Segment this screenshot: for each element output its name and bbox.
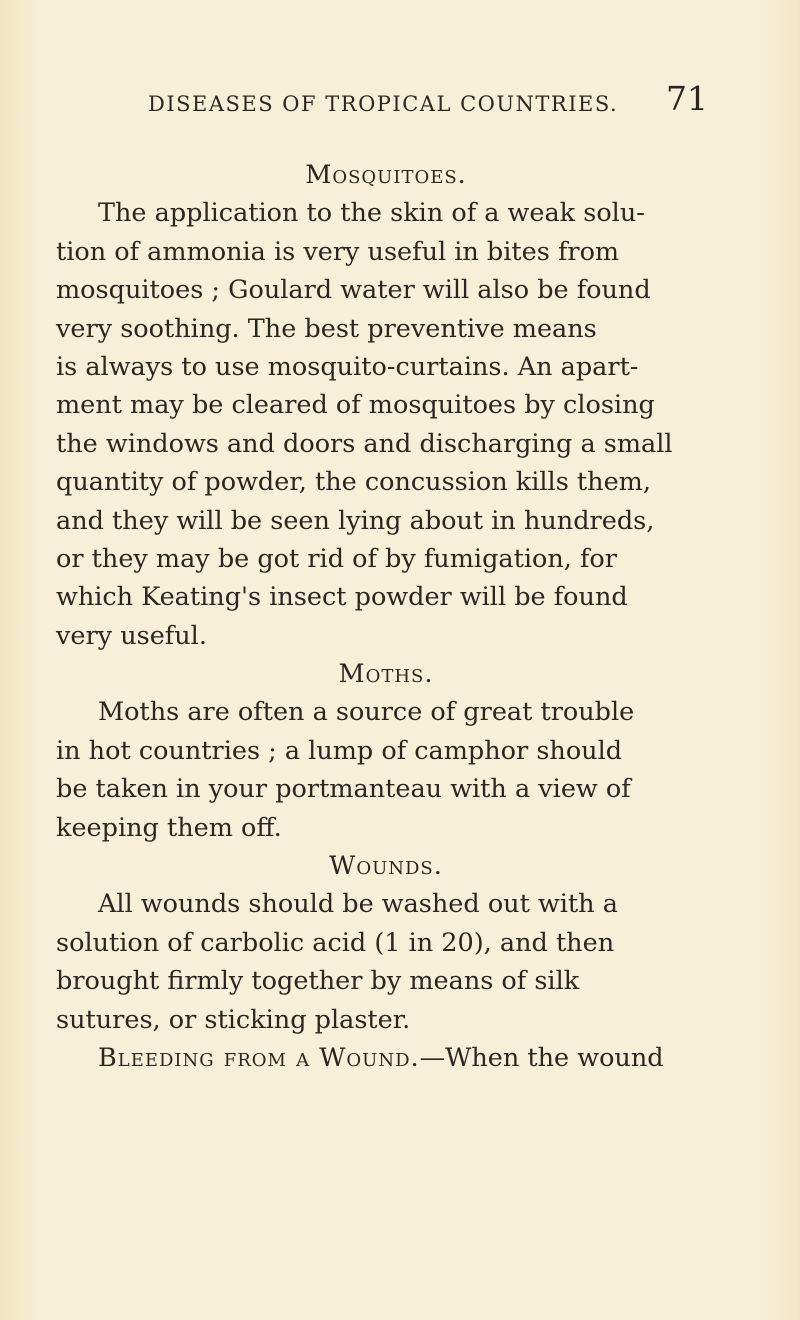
text-line: keeping them off.	[56, 812, 282, 843]
text-line: which Keating's insect powder will be found	[56, 582, 628, 613]
text-line: and they will be seen lying about in hundreds,	[56, 505, 655, 536]
section-heading-mosquitoes: Mosquitoes.	[305, 160, 467, 190]
run-in-heading-bleeding: Bleeding from a Wound.	[98, 1042, 420, 1073]
text-line: All wounds should be washed out with a	[98, 889, 618, 920]
text-line: The application to the skin of a weak solu-	[98, 198, 645, 229]
section-heading-moths: Moths.	[338, 659, 434, 690]
bleeding-paragraph-start	[56, 1039, 716, 1077]
text-line: is always to use mosquito-curtains. An apart-	[56, 351, 639, 382]
text-line: solution of carbolic acid (1 in 20), and then	[56, 927, 615, 958]
text-line: be taken in your portmanteau with a view of	[56, 774, 631, 805]
text-line: tion of ammonia is very useful in bites from	[56, 236, 620, 267]
running-head: DISEASES OF TROPICAL COUNTRIES.	[148, 92, 619, 116]
page-number: 71	[666, 79, 708, 118]
text-line: mosquitoes ; Goulard water will also be found	[56, 275, 651, 306]
body-text	[56, 156, 716, 1077]
text-line: quantity of powder, the concussion kills them,	[56, 467, 651, 498]
text-line: or they may be got rid of by fumigation, for	[56, 543, 617, 574]
page-header	[148, 79, 708, 132]
text-line: brought firmly together by means of silk	[56, 966, 580, 997]
text-line: very soothing. The best preventive means	[56, 313, 597, 344]
text-line: the windows and doors and discharging a small	[56, 428, 673, 459]
text-line: very useful.	[56, 620, 207, 651]
text-line: sutures, or sticking plaster.	[56, 1004, 411, 1035]
text-line: ment may be cleared of mosquitoes by closing	[56, 390, 655, 421]
section-heading-wounds: Wounds.	[329, 851, 443, 882]
text-line: Moths are often a source of great trouble	[98, 697, 635, 728]
text-fragment: —When the wound	[419, 1042, 664, 1073]
text-line: in hot countries ; a lump of camphor should	[56, 735, 623, 766]
